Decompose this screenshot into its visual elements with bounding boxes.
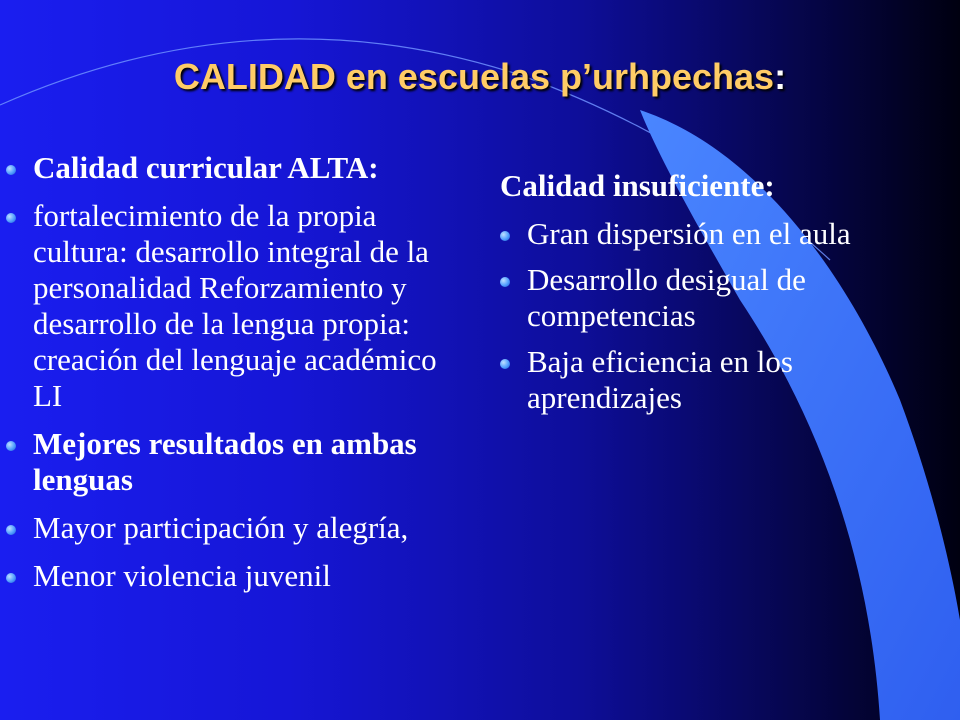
list-item-text: fortalecimiento de la propia cultura: desarrollo integral de la personalidad Reforzamiento y desarrollo de la lengua propia: creación del lenguaje académico LI (33, 198, 437, 413)
list-item-text: Menor violencia juvenil (33, 558, 331, 593)
list-item (6, 198, 471, 414)
bullet-icon (6, 573, 16, 583)
list-item (6, 558, 471, 594)
bullet-icon (500, 359, 510, 369)
bullet-icon (6, 525, 16, 535)
right-column-heading: Calidad insuficiente: (500, 168, 775, 203)
list-item-text: Baja eficiencia en los aprendizajes (527, 344, 793, 415)
list-item (500, 262, 940, 334)
list-item-text: Gran dispersión en el aula (527, 216, 851, 251)
bullet-icon (6, 165, 16, 175)
slide-title (0, 56, 960, 98)
bullet-icon (6, 441, 16, 451)
list-item (6, 150, 471, 186)
list-item (6, 426, 471, 498)
left-column (6, 150, 471, 606)
list-item-text: Calidad curricular ALTA: (33, 150, 379, 185)
list-item (500, 344, 940, 416)
list-item-text: Mejores resultados en ambas lenguas (33, 426, 417, 497)
left-bullet-list (6, 150, 471, 594)
bullet-icon (500, 277, 510, 287)
list-item-text: Mayor participación y alegría, (33, 510, 409, 545)
bullet-icon (6, 213, 16, 223)
list-item (500, 216, 940, 252)
slide-title-colon: : (774, 56, 787, 97)
list-item-text: Desarrollo desigual de competencias (527, 262, 806, 333)
right-bullet-list (500, 216, 940, 416)
slide-title-text: CALIDAD en escuelas p’urhpechas (173, 56, 775, 97)
list-item (6, 510, 471, 546)
right-column (500, 168, 940, 426)
bullet-icon (500, 231, 510, 241)
